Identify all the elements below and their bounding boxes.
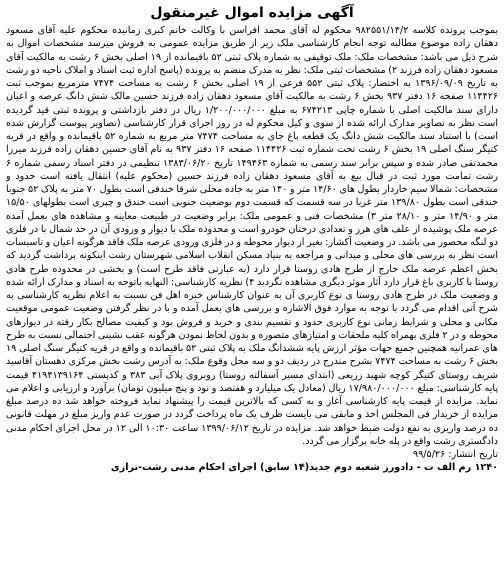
notice-title: آگهی مزایده اموال غیرمنقول	[150, 5, 354, 21]
notice-body: بموجب پرونده کلاسه ۹۸۲۵۵۱/۱۴/۲ محکوم له آقای محمد افراسن با وکالت خانم کبری زمانیده محکوم علیه آقای مسعود دهقان زاده موضوع مطالبه توجه انجام کارشناسی ملک زیر از طریق مزایده عمومی به فروش میرسد مشخصات اموال به شرح ذیل می باشد: مشخصات ملک: ملک توقیفی به شماره پلاک ثبتی ۵۲ باقیمانده از ۱۹ اصلی بخش ۶ رشت به مالکیت آقای مسعود دهقان زاده فرزند ۲) مشخصات ثبتی ملک: نظر به مدرک منضم به پرونده (پاسخ اداره ثبت اسناد و املاک ناحیه دو رشت به تاریخ ۱۳۹۶/۰۹/۰۹ به اختصار: پلاک ثبتی ۵۵۲ فرعی از ۱۹ اصلی بخش ۶ رشت به مساحت ۷۴۷۴ مترمربع بموجب ثبت ۱۱۴۴۲۶ صفحه ۱۶ دفتر ۹۳۷ بخش ۶ رشت به مالکیت آقای مسعود دهقان زاده فرزند حسین مالک شش دانگ عرصه و اعیان دارای سند مالکیت اصلی با شماره چاپی ۶۷۴۲۱۳ به مبلغ ۱/۲۰۰/۰۰۰/۰۰۰ ریال در دفتر بازداشتی و پرونده ثبتی قید گردیده است نظر به تصاویر مدارک ارائه شده از سوی و کیل محکوم له در روز اجرای قرار کارشناسی (تصاویر پیوست گزارش شده است) با استناد سند مالکیت شش دانگ یک قطعه باغ جای به مساحت ۷۴۷۴ متر مربع به شماره ۵۲ باقیمانده و واقع در قریه کتیگر سنگ اصلی ۱۹ بخش ۶ رشت تحت شماره ثبت ۱۱۴۴۲۶ صفحه ۱۶ دفتر ۹۳۷ به نام آقای حسین دهقان زاده فرزند میرزا محمدتقی صادر شده و سپس برابر سند رسمی به شماره ۱۴۹۴۶۳ تاریخ ۱۳۸۳/۰۶/۲۰ تنظیمی در دفتر اسناد رسمی شماره ۶ رشت تمامت مورد ثبت در قبال بیع به آقای مسعود دهقان زاده فرزند حسین (محکوم علیه) انتقال یافته است حدود و مشخصات: شمالا سیم خاردار بطول های ۱۴/۶۰ متر و ۱۴۰ متر به جاده محلی شرقا خندقی است بطول ۷۰ متر به پلاک ۵۲ جنوبا خندقی است بطول ۱۳۹/۸۰ متر غربا در سه قسمت که قسمت دوم بوضعیت جنوبی است خندق و چپری است بطولهای ۱۵/۵۰ متر و ۱۴/۹۰ متر و ۲۸/۱۰ متر ۳) مشخصات فنی و عمومی ملک: برابر وضعیت در طبیعت معاینه و مشاهده های بعمل آمده عرصه ملک پوشیده از علف های هرز و تعدادی درختان خودرو است و محدوده ملک با دیوار و ورودی آن در حد شمال با در فلزی دو لنگه محصور می باشد. در وضعیت آکشار: بغیر از دیوار محوطه و در فلزی ورودی عرصه ملک فاقد هرگونه اعیان و تاسیسات است نظر به بررسی های محلی و میدانی و مراجعه به بنیاد مسکن انقلاب اسلامی شهرستان رشت اینکونه برداشت گردید که بخش اعظم عرصه ملک خارج از طرح هادی روستا قرار دارد (به عبارتی فاقد طرح است) و بخشی در محدوده طرح هادی روستا با کاربری باغ قرار دارد آثار موثر دیگری مشاهده نگردید ۴) نظریه کارشناسی: النهایه باتوجه به اسناد و مدارک ارائه شده و وضعیت ملک در طرح هادی روستا ی نوع کاربری آن به عنوان کارشناس خبره اهل فن نسبت به اعلام نظریه کارشناسی به شرح آتی اقدام می گردد با توجه به موارد فوق الاشاره و بررسی های بعمل آمده و با در نظر گرفتن وضعیت عمومی موقعیت مکانی و محلی و شرایط زمانی نوع کاربری حدود و تقسیم بندی و خرید و فروش بود و کیفیت مصالح بکار رفته در دیوارهای محوطه و در ۲ فلزی بهمراه کلیه ملحقات و امتیازهای متصوره و بدون لحاظ نمودن هرگونه عقب نشینی احتمالی نسبت به طرح های عمرانیه همچنین جمیع جهات مؤثر ارزش پایه ششدانگ ملک به پلاک ثبتی ۵۲ باقیمانده و واقع در قریه کتیگر سنگ اصلی ۱۹ بخش ۶ رشت به مساحت ۷۴۷۴ بشرح مندرج در ردیف دو و سه محل وقوع ملک: به آدرس رشت بخش مرکزی دهستان آقاسید شریف روستای کتیگر کوچه شهید زریعی (ابتدای مسیر آسفالته روستا) روبروی پلاک آبی ۳۸۳ و کدپستی ۴۱۹۴۱۳۹۱۶۴ قیمت پایه کارشناسی: مبلغ ۱۷/۹۸۰/۰۰۰/۰۰۰ ریال (معادل یک میلیارد و هفتصد و نود و پنج میلیون تومان) برآورد و ارزیابی و اعلام می نماید. مزایده از قیمت پایه کارشناسی آغاز و به کسی که بالاترین قیمت را پیشنهاد نماید فروخته خواهد شد ده درصد مبلغ مزایده از خریدار فی المجلس اخذ و مابقی می بایست ظرف یک ماه پرداخت گردد در صورت عدم واریز مبلغ در مهلت قانونی ده درصد واریزی به نفع دولت ضبط خواهد شد. مزایده در تاریخ ۱۳۹۹/۰۶/۱۲ ساعت ۱۰:۳۰ الی ۱۲ در محل اجرای احکام مدنی دادگستری رشت واقع در پله خانه برگزار می گردد.	[6, 25, 498, 447]
signature-line: ۱۲۴۰ رم الف ت - دادورز شعبه دوم جدید(۱۴ سابق) اجرای احکام مدنی رشت-ترازی	[110, 462, 498, 474]
auction-notice	[6, 4, 498, 572]
publish-date: تاریخ انتشار: ۹۹/۵/۲۶	[413, 449, 498, 460]
